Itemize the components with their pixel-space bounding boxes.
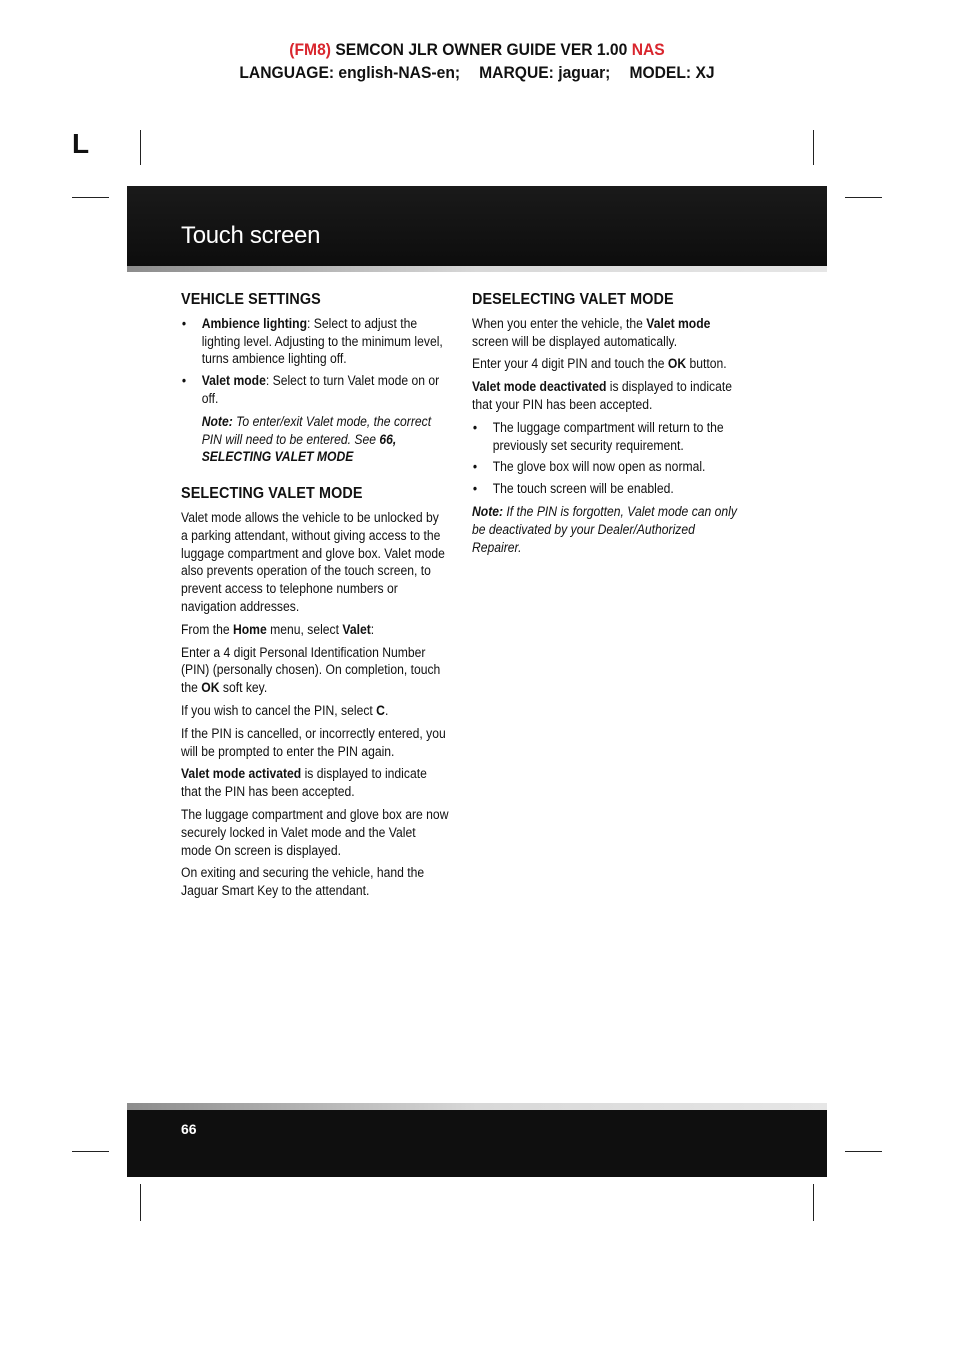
region-code: NAS (631, 40, 665, 59)
paragraph: Enter a 4 digit Personal Identification Number (PIN) (personally chosen). On completion, touch the OK soft key. (181, 644, 441, 696)
valet-note: Note: To enter/exit Valet mode, the correct PIN will need to be entered. See 66, SELECTING VALET MODE (201, 413, 432, 465)
paragraph: When you enter the vehicle, the Valet mode screen will be displayed automatically. (472, 315, 711, 349)
crop-mark (813, 130, 814, 165)
page-number: 66 (181, 1121, 197, 1137)
paragraph: Valet mode allows the vehicle to be unlocked by a parking attendant, without giving access to the luggage compartment and glove box. Valet mode also prevents operation of the touch screen, to prevent access to telephone numbers or navigation addresses. (181, 509, 445, 614)
deselect-results-list (472, 419, 740, 498)
language-label: LANGUAGE: english-NAS-en; (239, 63, 461, 82)
marque-label: MARQUE: jaguar; (479, 63, 611, 82)
left-column (181, 291, 449, 905)
crop-mark (845, 1151, 882, 1152)
crop-mark (140, 130, 141, 165)
guide-title: SEMCON JLR OWNER GUIDE VER 1.00 (335, 40, 628, 59)
crop-mark (140, 1184, 141, 1221)
cross-reference-link[interactable]: 66, SELECTING VALET MODE (201, 431, 397, 465)
form-code: (FM8) (289, 40, 331, 59)
footer-gradient-strip (127, 1103, 827, 1110)
list-item: • The glove box will now open as normal. (472, 458, 740, 476)
list-item: • Ambience lighting: Select to adjust the lighting level. Adjusting to the minimum level, turns ambience lighting off. (181, 315, 449, 368)
pin-forgotten-note: Note: If the PIN is forgotten, Valet mode can only be deactivated by your Dealer/Authorized Repairer. (472, 503, 737, 555)
list-item: • The touch screen will be enabled. (472, 480, 740, 498)
right-column (472, 291, 740, 561)
paragraph: The luggage compartment and glove box are now securely locked in Valet mode and the Valet mode On screen is displayed. (181, 806, 449, 858)
model-label: MODEL: XJ (629, 63, 715, 82)
paragraph: On exiting and securing the vehicle, hand the Jaguar Smart Key to the attendant. (181, 865, 425, 899)
deselecting-valet-heading: DESELECTING VALET MODE (472, 291, 674, 308)
paragraph: Valet mode activated is displayed to indicate that the PIN has been accepted. (181, 766, 427, 800)
vehicle-settings-list (181, 315, 449, 408)
chapter-title: Touch screen (181, 222, 321, 249)
banner-gradient-strip (127, 266, 827, 272)
paragraph: Enter your 4 digit PIN and touch the OK button. (472, 356, 727, 372)
page-footer (127, 1110, 827, 1177)
crop-mark (813, 1184, 814, 1221)
paragraph: From the Home menu, select Valet: (181, 621, 375, 637)
margin-mark: L (72, 128, 90, 159)
paragraph: If you wish to cancel the PIN, select C. (181, 702, 389, 718)
paragraph: Valet mode deactivated is displayed to indicate that your PIN has been accepted. (472, 379, 733, 412)
crop-mark (72, 197, 109, 198)
crop-mark (845, 197, 882, 198)
vehicle-settings-heading: VEHICLE SETTINGS (181, 291, 321, 308)
paragraph: If the PIN is cancelled, or incorrectly entered, you will be prompted to enter the PIN again. (181, 725, 446, 759)
document-header-line1 (38, 40, 916, 60)
list-item: • The luggage compartment will return to the previously set security requirement. (472, 419, 740, 455)
document-header-line2 (38, 63, 916, 83)
crop-mark (72, 1151, 109, 1152)
selecting-valet-heading: SELECTING VALET MODE (181, 485, 363, 503)
list-item: • Valet mode: Select to turn Valet mode on or off. (181, 372, 449, 408)
